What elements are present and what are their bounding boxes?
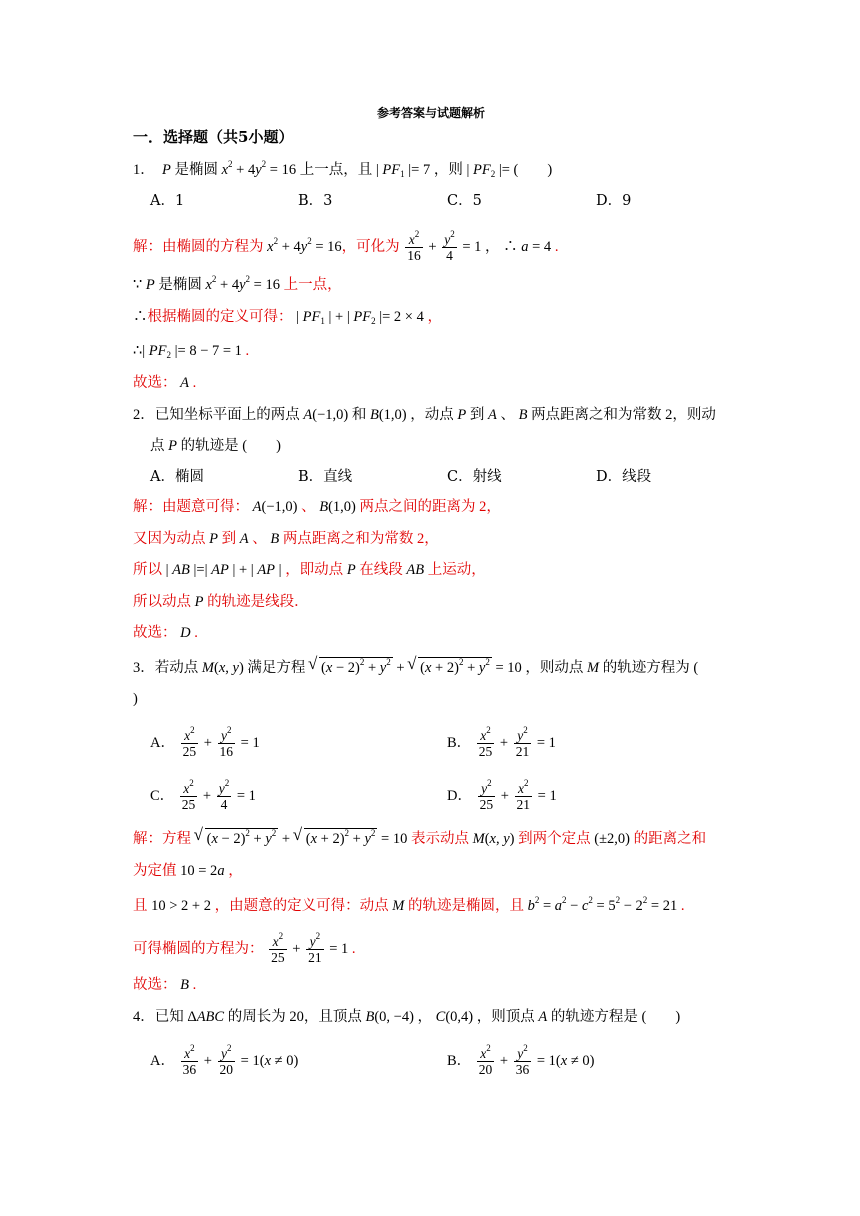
q1-option-a: A．1 xyxy=(150,193,185,209)
q2-solution-line-3: 所以 | AB |=| AP | + | AP | ，即动点 P 在线段 AB 上运动， xyxy=(133,562,486,578)
q3-solution-line-1: 解：方程 √ $(x - 2)^2 + y^2$ + √ $(x + 2)^2 + y^2 = 10$ 表示动点 M(x, y) 到两个定点 (±2,0) 的距离之和 xyxy=(133,828,706,849)
q1-option-d: D．9 xyxy=(596,193,632,209)
q1-solution-line-3: ∴根据椭圆的定义可得： | $PF_1$ | + | $PF_2$ |= 2 × 4 ， xyxy=(133,309,442,326)
q1-option-b: B．3 xyxy=(298,193,333,209)
q3-answer: 故选： B . xyxy=(133,977,197,993)
q1-solution-line-2: ∵ P 是椭圆 $x^2 + 4y^2 = 16$ 上一点， xyxy=(133,274,342,293)
q2-answer: 故选： D . xyxy=(133,625,198,641)
q3-solution-line-3: 且 10 > 2 + 2 ，由题意的定义可得：动点 M 的轨迹是椭圆，且 $b^2 = a^2 - c^2 = 5^2 - 2^2 = 21$ . xyxy=(133,895,685,914)
question-text: 1． P 是椭圆 $x^2 + 4y^2 = 16$ 上一点，且 | $PF_1$ |= 7 ，则 | $PF_2$ |= ( ) xyxy=(133,159,553,179)
q1-solution-line-4: ∴| $PF_2$ |= 8 − 7 = 1 . xyxy=(133,343,250,360)
q1-option-c: C．5 xyxy=(447,193,482,209)
question-2-line-2: 点 P 的轨迹是 ( ) xyxy=(150,438,281,454)
question-4: 4．已知 ΔABC 的周长为 20，且顶点 B(0, −4) ， C(0,4) ，则顶点 A 的轨迹方程是 ( ) xyxy=(133,1009,681,1025)
q1-solution-line-1: 解：由椭圆的方程为 $x^2 + 4y^2 = 16$，可化为 $\frac{x^2}{16}$ + $\frac{y^2}{4}$ = 1 ， ∴ a = 4 . xyxy=(133,229,559,263)
q4-option-b: B． $\frac{x^2}{20}$ + $\frac{y^2}{36}$ = 1(x ≠ 0) xyxy=(447,1043,595,1077)
q3-solution-line-2: 为定值 10 = 2a ， xyxy=(133,863,243,879)
q4-option-a: A． $\frac{x^2}{36}$ + $\frac{y^2}{20}$ = 1(x ≠ 0) xyxy=(150,1043,299,1077)
q3-option-c: C． $\frac{x^2}{25}$ + $\frac{y^2}{4}$ = 1 xyxy=(150,778,256,812)
q3-option-b: B． $\frac{x^2}{25}$ + $\frac{y^2}{21}$ = 1 xyxy=(447,725,556,759)
question-2-line-1: 2．已知坐标平面上的两点 A(−1,0) 和 B(1,0) ，动点 P 到 A 、 B 两点距离之和为常数 2，则动 xyxy=(133,407,716,423)
question-3-line-1: 3．若动点 M(x, y) 满足方程 √ $(x - 2)^2 + y^2$ + √ $(x + 2)^2 + y^2 = 10$ ，则动点 M 的轨迹方程为 ( xyxy=(133,657,698,678)
q3-solution-line-4: 可得椭圆的方程为： $\frac{x^2}{25}$ + $\frac{y^2}{21}$ = 1 . xyxy=(133,931,356,965)
question-1 xyxy=(133,160,552,180)
question-3-line-2: ) xyxy=(133,691,138,707)
q2-option-d: D．线段 xyxy=(596,469,652,485)
q2-option-c: C．射线 xyxy=(447,469,502,485)
q2-option-a: A．椭圆 xyxy=(150,469,204,485)
q2-solution-line-1: 解：由题意可得： A(−1,0) 、 B(1,0) 两点之间的距离为 2， xyxy=(133,499,501,515)
q2-solution-line-4: 所以动点 P 的轨迹是线段． xyxy=(133,594,309,610)
q2-option-b: B．直线 xyxy=(298,469,353,485)
section-heading: 一．选择题（共5小题） xyxy=(133,128,294,146)
q3-option-d: D． $\frac{y^2}{25}$ + $\frac{x^2}{21}$ = 1 xyxy=(447,778,557,812)
q1-answer: 故选： A . xyxy=(133,375,197,391)
q2-solution-line-2: 又因为动点 P 到 A 、 B 两点距离之和为常数 2， xyxy=(133,531,439,547)
q3-option-a: A． $\frac{x^2}{25}$ + $\frac{y^2}{16}$ = 1 xyxy=(150,725,260,759)
page-title: 参考答案与试题解析 xyxy=(377,106,486,120)
